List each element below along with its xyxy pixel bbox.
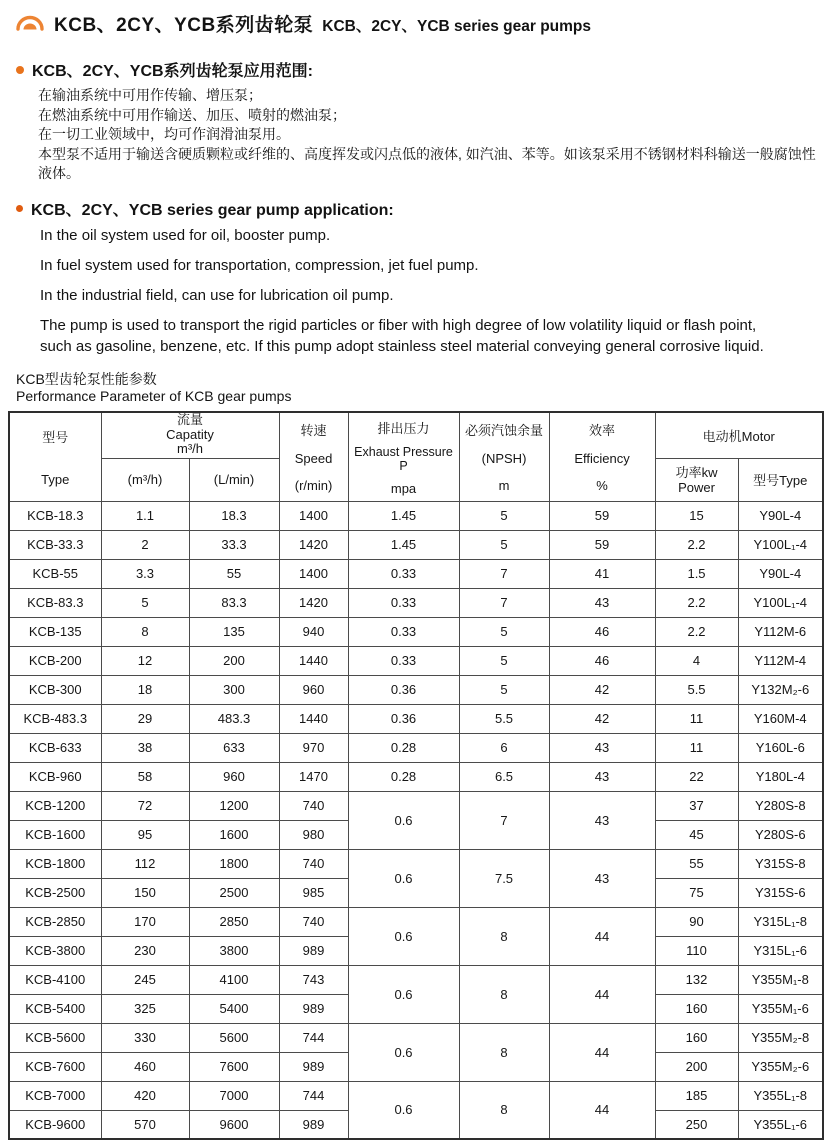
cell-capacity-m3h: 150	[101, 878, 189, 907]
cell-capacity-lmin: 200	[189, 646, 279, 675]
cell-capacity-lmin: 55	[189, 559, 279, 588]
cell-motor-type: Y160M-4	[738, 704, 823, 733]
cell-efficiency: 43	[549, 849, 655, 907]
cell-npsh: 8	[459, 1023, 549, 1081]
cell-power: 4	[655, 646, 738, 675]
cell-efficiency: 44	[549, 965, 655, 1023]
cell-efficiency: 43	[549, 588, 655, 617]
cell-exhaust-pressure: 0.36	[348, 675, 459, 704]
cell-capacity-lmin: 18.3	[189, 501, 279, 530]
cell-capacity-m3h: 18	[101, 675, 189, 704]
sunrise-arc-icon	[14, 12, 46, 35]
cell-efficiency: 41	[549, 559, 655, 588]
cell-capacity-m3h: 325	[101, 994, 189, 1023]
cell-type: KCB-7000	[9, 1081, 101, 1110]
col-header-speed-en: Speed	[280, 451, 348, 466]
cell-capacity-lmin: 5400	[189, 994, 279, 1023]
table-row	[9, 791, 823, 820]
cell-motor-type: Y355M₂-8	[738, 1023, 823, 1052]
col-header-motor-type: 型号Type	[738, 458, 823, 501]
cell-motor-type: Y100L₁-4	[738, 530, 823, 559]
application-en-body	[40, 225, 764, 357]
catalog-page	[0, 10, 830, 1113]
cell-speed: 1400	[279, 501, 348, 530]
cell-npsh: 6	[459, 733, 549, 762]
table-row	[9, 646, 823, 675]
cell-power: 22	[655, 762, 738, 791]
cell-speed: 980	[279, 820, 348, 849]
cell-power: 11	[655, 733, 738, 762]
cell-npsh: 5.5	[459, 704, 549, 733]
col-header-power	[655, 458, 738, 501]
cell-type: KCB-135	[9, 617, 101, 646]
cell-capacity-m3h: 72	[101, 791, 189, 820]
cell-capacity-lmin: 1600	[189, 820, 279, 849]
cell-capacity-m3h: 170	[101, 907, 189, 936]
cell-speed: 989	[279, 994, 348, 1023]
col-header-capacity	[101, 412, 279, 459]
cell-motor-type: Y90L-4	[738, 559, 823, 588]
table-row	[9, 849, 823, 878]
col-header-efficiency-en: Efficiency	[550, 451, 655, 466]
cell-capacity-m3h: 38	[101, 733, 189, 762]
cell-capacity-lmin: 1800	[189, 849, 279, 878]
cell-capacity-m3h: 330	[101, 1023, 189, 1052]
cell-type: KCB-18.3	[9, 501, 101, 530]
cell-exhaust-pressure: 0.33	[348, 617, 459, 646]
cell-motor-type: Y280S-6	[738, 820, 823, 849]
cell-efficiency: 43	[549, 762, 655, 791]
table-row	[9, 675, 823, 704]
cell-power: 250	[655, 1110, 738, 1139]
en-line: In fuel system used for transportation, compression, jet fuel pump.	[40, 255, 764, 276]
cell-type: KCB-1600	[9, 820, 101, 849]
cell-motor-type: Y315S-6	[738, 878, 823, 907]
col-header-capacity-en: Capatity	[102, 428, 279, 443]
cell-capacity-lmin: 483.3	[189, 704, 279, 733]
en-line: In the industrial field, can use for lubrication oil pump.	[40, 285, 764, 306]
cell-motor-type: Y132M₂-6	[738, 675, 823, 704]
cell-exhaust-pressure: 0.6	[348, 1081, 459, 1139]
col-header-exhaust-en: Exhaust Pressure P	[349, 445, 459, 473]
cell-power: 2.2	[655, 617, 738, 646]
cell-capacity-m3h: 112	[101, 849, 189, 878]
cell-power: 185	[655, 1081, 738, 1110]
cell-speed: 940	[279, 617, 348, 646]
cell-capacity-m3h: 570	[101, 1110, 189, 1139]
col-header-speed	[279, 412, 348, 502]
cell-type: KCB-633	[9, 733, 101, 762]
cell-motor-type: Y112M-4	[738, 646, 823, 675]
col-header-npsh-zh: 必须汽蚀余量	[460, 420, 549, 439]
cell-speed: 1440	[279, 704, 348, 733]
cell-type: KCB-200	[9, 646, 101, 675]
col-header-power-en: Power	[656, 480, 738, 495]
col-header-speed-zh: 转速	[280, 420, 348, 439]
cell-power: 11	[655, 704, 738, 733]
cell-exhaust-pressure: 1.45	[348, 530, 459, 559]
cell-npsh: 6.5	[459, 762, 549, 791]
cell-motor-type: Y112M-6	[738, 617, 823, 646]
cell-motor-type: Y160L-6	[738, 733, 823, 762]
table-row	[9, 704, 823, 733]
cell-motor-type: Y355M₂-6	[738, 1052, 823, 1081]
col-header-efficiency-unit: %	[550, 478, 655, 493]
table-row	[9, 501, 823, 530]
cell-capacity-m3h: 460	[101, 1052, 189, 1081]
table-row	[9, 762, 823, 791]
cell-type: KCB-83.3	[9, 588, 101, 617]
cell-motor-type: Y315S-8	[738, 849, 823, 878]
cell-exhaust-pressure: 0.6	[348, 849, 459, 907]
cell-efficiency: 43	[549, 733, 655, 762]
cell-speed: 740	[279, 791, 348, 820]
cell-capacity-lmin: 633	[189, 733, 279, 762]
table-row	[9, 530, 823, 559]
col-header-type-en: Type	[10, 472, 101, 487]
cell-capacity-lmin: 83.3	[189, 588, 279, 617]
col-header-type	[9, 412, 101, 502]
cell-type: KCB-7600	[9, 1052, 101, 1081]
cell-speed: 1420	[279, 588, 348, 617]
cell-type: KCB-5400	[9, 994, 101, 1023]
cell-capacity-m3h: 58	[101, 762, 189, 791]
cell-motor-type: Y315L₁-8	[738, 907, 823, 936]
cell-npsh: 7	[459, 588, 549, 617]
cell-power: 2.2	[655, 530, 738, 559]
cell-capacity-m3h: 1.1	[101, 501, 189, 530]
cell-power: 160	[655, 994, 738, 1023]
cell-motor-type: Y280S-8	[738, 791, 823, 820]
cell-speed: 989	[279, 1052, 348, 1081]
cell-capacity-m3h: 12	[101, 646, 189, 675]
cell-capacity-m3h: 8	[101, 617, 189, 646]
cell-type: KCB-1200	[9, 791, 101, 820]
cell-speed: 1420	[279, 530, 348, 559]
cell-capacity-m3h: 2	[101, 530, 189, 559]
cell-motor-type: Y355L₁-6	[738, 1110, 823, 1139]
cell-capacity-lmin: 2850	[189, 907, 279, 936]
cell-npsh: 7.5	[459, 849, 549, 907]
col-header-exhaust-unit: mpa	[349, 481, 459, 496]
cell-capacity-m3h: 5	[101, 588, 189, 617]
cell-capacity-m3h: 245	[101, 965, 189, 994]
cell-efficiency: 46	[549, 646, 655, 675]
table-row	[9, 965, 823, 994]
col-header-m3h: (m³/h)	[101, 458, 189, 501]
cell-npsh: 7	[459, 559, 549, 588]
cell-speed: 1440	[279, 646, 348, 675]
col-header-type-zh: 型号	[10, 427, 101, 446]
cell-type: KCB-1800	[9, 849, 101, 878]
col-header-power-zh: 功率kw	[656, 465, 738, 480]
cell-speed: 989	[279, 936, 348, 965]
section-heading-zh-label: KCB、2CY、YCB系列齿轮泵应用范围:	[32, 58, 313, 81]
zh-line: 在燃油系统中可用作输送、加压、喷射的燃油泵；	[38, 106, 820, 126]
cell-power: 45	[655, 820, 738, 849]
cell-type: KCB-960	[9, 762, 101, 791]
cell-capacity-lmin: 7000	[189, 1081, 279, 1110]
cell-type: KCB-5600	[9, 1023, 101, 1052]
cell-efficiency: 46	[549, 617, 655, 646]
table-row	[9, 733, 823, 762]
cell-capacity-lmin: 960	[189, 762, 279, 791]
col-header-npsh-unit: m	[460, 478, 549, 493]
cell-exhaust-pressure: 0.28	[348, 733, 459, 762]
cell-type: KCB-2850	[9, 907, 101, 936]
cell-capacity-m3h: 230	[101, 936, 189, 965]
cell-power: 160	[655, 1023, 738, 1052]
col-header-efficiency-zh: 效率	[550, 420, 655, 439]
cell-npsh: 5	[459, 530, 549, 559]
table-row	[9, 617, 823, 646]
table-caption-zh: KCB型齿轮泵性能参数	[16, 371, 830, 389]
cell-speed: 1470	[279, 762, 348, 791]
cell-npsh: 8	[459, 1081, 549, 1139]
en-paragraph: The pump is used to transport the rigid particles or fiber with high degree of low volatility liquid or flash point, such as gasoline, benzene, etc. If this pump adopt stainless steel material conveying general corrosive liquid.	[40, 315, 764, 357]
cell-motor-type: Y90L-4	[738, 501, 823, 530]
cell-motor-type: Y355M₁-6	[738, 994, 823, 1023]
cell-motor-type: Y355L₁-8	[738, 1081, 823, 1110]
cell-exhaust-pressure: 1.45	[348, 501, 459, 530]
table-row	[9, 1081, 823, 1110]
cell-capacity-lmin: 300	[189, 675, 279, 704]
cell-type: KCB-9600	[9, 1110, 101, 1139]
cell-efficiency: 43	[549, 791, 655, 849]
cell-efficiency: 44	[549, 1023, 655, 1081]
cell-capacity-lmin: 3800	[189, 936, 279, 965]
cell-speed: 744	[279, 1023, 348, 1052]
cell-type: KCB-3800	[9, 936, 101, 965]
cell-npsh: 8	[459, 907, 549, 965]
col-header-efficiency	[549, 412, 655, 502]
col-header-capacity-unit: m³/h	[102, 442, 279, 457]
page-title-zh: KCB、2CY、YCB系列齿轮泵	[54, 10, 313, 37]
cell-efficiency: 59	[549, 530, 655, 559]
en-line: In the oil system used for oil, booster pump.	[40, 225, 764, 246]
cell-exhaust-pressure: 0.6	[348, 965, 459, 1023]
cell-motor-type: Y180L-4	[738, 762, 823, 791]
table-row	[9, 559, 823, 588]
cell-power: 110	[655, 936, 738, 965]
cell-capacity-lmin: 2500	[189, 878, 279, 907]
section-heading-en-label: KCB、2CY、YCB series gear pump application:	[31, 197, 394, 220]
cell-power: 5.5	[655, 675, 738, 704]
cell-type: KCB-55	[9, 559, 101, 588]
cell-npsh: 5	[459, 617, 549, 646]
bullet-icon	[16, 66, 24, 74]
cell-efficiency: 44	[549, 907, 655, 965]
cell-exhaust-pressure: 0.36	[348, 704, 459, 733]
cell-capacity-lmin: 4100	[189, 965, 279, 994]
cell-speed: 744	[279, 1081, 348, 1110]
cell-efficiency: 44	[549, 1081, 655, 1139]
cell-npsh: 7	[459, 791, 549, 849]
table-caption-en: Performance Parameter of KCB gear pumps	[16, 388, 830, 406]
cell-speed: 1400	[279, 559, 348, 588]
col-header-speed-unit: (r/min)	[280, 478, 348, 493]
cell-speed: 970	[279, 733, 348, 762]
section-heading-zh	[16, 58, 830, 81]
cell-power: 37	[655, 791, 738, 820]
cell-capacity-lmin: 135	[189, 617, 279, 646]
cell-capacity-m3h: 29	[101, 704, 189, 733]
cell-motor-type: Y315L₁-6	[738, 936, 823, 965]
performance-table-body	[9, 501, 823, 1139]
cell-exhaust-pressure: 0.6	[348, 791, 459, 849]
cell-efficiency: 42	[549, 704, 655, 733]
cell-capacity-lmin: 7600	[189, 1052, 279, 1081]
cell-npsh: 5	[459, 675, 549, 704]
cell-capacity-lmin: 1200	[189, 791, 279, 820]
cell-speed: 960	[279, 675, 348, 704]
bullet-icon	[16, 205, 23, 212]
col-header-npsh-en: (NPSH)	[460, 451, 549, 466]
performance-table	[8, 411, 824, 1140]
cell-motor-type: Y355M₁-8	[738, 965, 823, 994]
cell-capacity-lmin: 5600	[189, 1023, 279, 1052]
cell-power: 15	[655, 501, 738, 530]
page-title	[14, 10, 830, 37]
cell-speed: 743	[279, 965, 348, 994]
cell-power: 200	[655, 1052, 738, 1081]
cell-efficiency: 59	[549, 501, 655, 530]
col-header-npsh	[459, 412, 549, 502]
cell-power: 1.5	[655, 559, 738, 588]
cell-motor-type: Y100L₁-4	[738, 588, 823, 617]
cell-type: KCB-483.3	[9, 704, 101, 733]
table-row	[9, 588, 823, 617]
cell-exhaust-pressure: 0.28	[348, 762, 459, 791]
col-header-exhaust-zh: 排出压力	[349, 418, 459, 437]
cell-type: KCB-2500	[9, 878, 101, 907]
cell-capacity-m3h: 420	[101, 1081, 189, 1110]
zh-line: 在一切工业领域中，均可作润滑油泵用。	[38, 125, 820, 145]
cell-npsh: 8	[459, 965, 549, 1023]
cell-power: 55	[655, 849, 738, 878]
page-title-en: KCB、2CY、YCB series gear pumps	[322, 14, 591, 36]
cell-speed: 985	[279, 878, 348, 907]
cell-speed: 740	[279, 907, 348, 936]
cell-type: KCB-33.3	[9, 530, 101, 559]
section-heading-en	[16, 197, 830, 220]
cell-power: 75	[655, 878, 738, 907]
cell-power: 90	[655, 907, 738, 936]
cell-power: 132	[655, 965, 738, 994]
cell-capacity-m3h: 95	[101, 820, 189, 849]
cell-npsh: 5	[459, 501, 549, 530]
application-zh-body	[38, 86, 820, 184]
cell-efficiency: 42	[549, 675, 655, 704]
col-header-lmin: (L/min)	[189, 458, 279, 501]
cell-capacity-m3h: 3.3	[101, 559, 189, 588]
table-row	[9, 907, 823, 936]
cell-exhaust-pressure: 0.33	[348, 646, 459, 675]
cell-capacity-lmin: 33.3	[189, 530, 279, 559]
cell-exhaust-pressure: 0.6	[348, 1023, 459, 1081]
zh-line: 在输油系统中可用作传输、增压泵；	[38, 86, 820, 106]
cell-power: 2.2	[655, 588, 738, 617]
cell-exhaust-pressure: 0.33	[348, 588, 459, 617]
zh-line: 本型泵不适用于输送含硬质颗粒或纤维的、高度挥发或闪点低的液体, 如汽油、苯等。如该泵采用不锈钢材料科输送一般腐蚀性液体。	[38, 145, 820, 184]
cell-npsh: 5	[459, 646, 549, 675]
cell-type: KCB-4100	[9, 965, 101, 994]
cell-exhaust-pressure: 0.33	[348, 559, 459, 588]
cell-type: KCB-300	[9, 675, 101, 704]
col-header-motor-group: 电动机Motor	[655, 412, 823, 459]
col-header-exhaust	[348, 412, 459, 502]
table-caption	[16, 371, 830, 406]
col-header-capacity-zh: 流量	[102, 413, 279, 428]
cell-speed: 989	[279, 1110, 348, 1139]
cell-speed: 740	[279, 849, 348, 878]
table-row	[9, 1023, 823, 1052]
cell-exhaust-pressure: 0.6	[348, 907, 459, 965]
cell-capacity-lmin: 9600	[189, 1110, 279, 1139]
